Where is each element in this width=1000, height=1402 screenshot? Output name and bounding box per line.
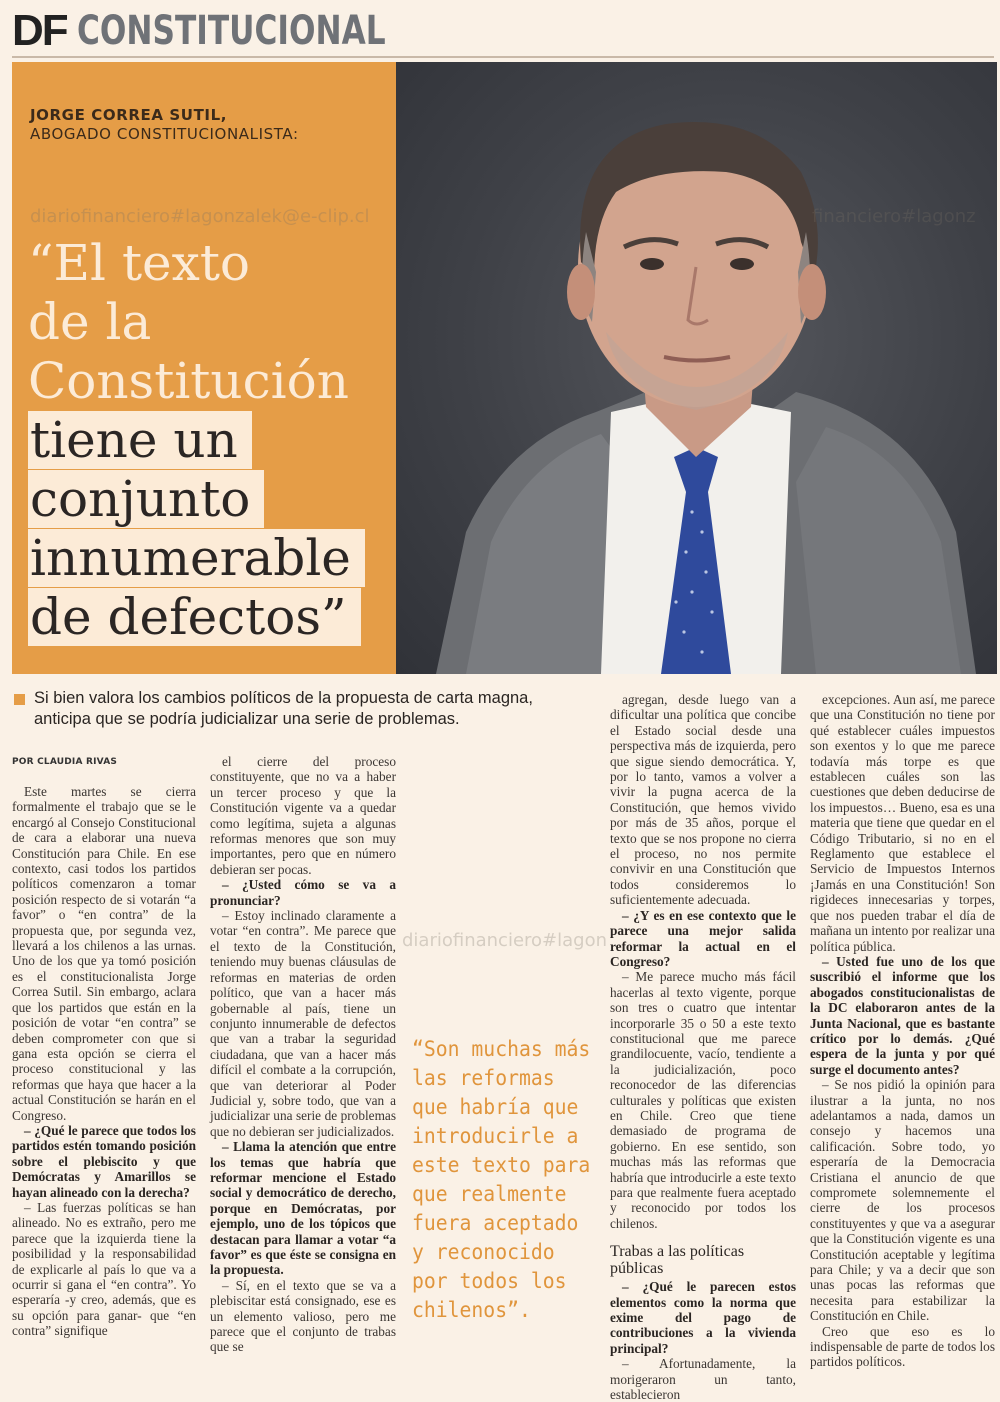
hero bbox=[12, 62, 997, 674]
paragraph: Este martes se cierra formalmente el trabajo que se le encargó al Consejo Constitucional de cara a elaborar una nueva Constitución para Chile. En ese contexto, casi todos los partidos políticos comenzaron a tomar posición respecto de si votarán “a favor” o “en contra” de la propuesta que, por segunda vez, llevará a los chilenos a las urnas. Uno de los que ya tomó posición es el constitucionalista Jorge Correa Sutil. Sin embargo, aclara que los partidos que están en la posición de votar “en contra” se deben comprometer con que si gana esta opción se cierra el proceso constitucional y las reformas que haya que hacer a la actual Constitución se harán en el Congreso. bbox=[12, 784, 196, 1123]
paragraph: agregan, desde luego van a dificultar una política que concibe el Estado social desde una perspectiva más de izquierda, pero que sigue siendo democrática. Y, por lo tanto, vamos a volver a vivir la pugna acerca de la Constitución, que hemos vivido por más de 35 años, porque el texto que se nos propone no cierra el proceso, no nos permite convivir en una Constitución que todos consideremos lo suficientemente adecuada. bbox=[610, 692, 796, 908]
interview-question: – ¿Y es en ese contexto que le parece una mejor salida reformar la actual en el Congreso? bbox=[610, 907, 796, 969]
watermark: diariofinanciero#lagonzalek@e-clip.cl bbox=[30, 206, 370, 227]
headline-line-highlight: de defectos” bbox=[28, 588, 398, 647]
interview-question: – ¿Usted cómo se va a pronunciar? bbox=[210, 877, 396, 908]
df-logo: DF bbox=[12, 6, 67, 55]
headline-line: de la bbox=[28, 293, 152, 351]
headline-line-highlight: innumerable bbox=[28, 529, 398, 588]
portrait-photo bbox=[396, 62, 997, 674]
headline-line: “El texto bbox=[28, 234, 251, 292]
paragraph: el cierre del proceso constituyente, que no va a haber un tercer proceso y que la Constitución vigente va a quedar como legítima, sujeta a algunas reformas menores que son muy importantes, pero que en número debieran ser pocas. bbox=[210, 754, 396, 877]
watermark: financiero#lagonz bbox=[812, 206, 976, 227]
paragraph: excepciones. Aun así, me parece que una Constitución no tiene por qué establecer cuáles impuestos son exentos y lo que me parece todavía más torpe es que establecen cuáles son las cuestiones que deben deducirse de los impuestos… Bueno, esa es una materia que tiene que quedar en el Código Tributario, si no en el Reglamento que establece el Servicio de Impuestos Internos ¡Jamás en una Constitución! Son rigideces innecesarias y torpes, que nos pueden trabar el día de mañana un intento por realizar una política pública. bbox=[810, 692, 995, 954]
watermark: diariofinanciero#lagon bbox=[402, 930, 608, 951]
masthead-rule bbox=[12, 56, 994, 58]
article-column-2 bbox=[210, 754, 396, 1355]
paragraph: – Se nos pidió la opinión para ilustrar a la junta, no nos adelantamos a nada, damos un consejo y hacemos una calificación. Sobre todo, yo esperaría de la Democracia Cristiana el anuncio de que compromete solemnemente el cierre de los procesos constituyentes y que va a asegurar que la Constitución vigente es una Constitución aceptable y legítima para Chile; y va a decir que son unas pocas las reformas que necesita para estabilizar la Constitución en Chile. bbox=[810, 1077, 995, 1324]
kicker-name: JORGE CORREA SUTIL, bbox=[30, 106, 228, 124]
headline-line-highlight: tiene un bbox=[28, 411, 398, 470]
subheading: Trabas a las políticas públicas bbox=[610, 1243, 745, 1278]
headline-quote bbox=[28, 234, 398, 647]
pull-quote: “Son muchas más las reformas que habría que introducirle a este texto para que realmente fuera aceptado y reconocido por todos los chilenos”. bbox=[412, 1037, 591, 1322]
interview-question: – ¿Qué le parece que todos los partidos estén tomando posición sobre el plebiscito y que Demócratas y Amarillos se hayan alineado con la derecha? bbox=[12, 1122, 196, 1200]
deck-bullet bbox=[14, 694, 25, 705]
deck: Si bien valora los cambios políticos de la propuesta de carta magna, anticipa que se podría judicializar una serie de problemas. bbox=[34, 689, 533, 728]
headline-line: Constitución bbox=[28, 352, 349, 410]
paragraph: – Me parece mucho más fácil hacerlas al texto vigente, porque son tres o cuatro que intentar incorporarle 35 o 50 a este texto constitucional que me parece grandilocuente, vacío, tendiente a la judicialización, poco reconocedor de las diferencias culturales y políticas que existen en Chile. Creo que tiene demasiado de programa de gobierno. En ese sentido, son muchas más las reformas que habría que introducirle a este texto para que realmente fuera aceptado y reconocido por todos los chilenos. bbox=[610, 969, 796, 1231]
article-column-1 bbox=[12, 784, 196, 1339]
article-column-3 bbox=[610, 692, 796, 1402]
paragraph: – Afortunadamente, la morigeraron un tanto, establecieron bbox=[610, 1356, 796, 1402]
paragraph: – Sí, en el texto que se va a plebiscitar está consignado, ese es un elemento valioso, pero me parece que el conjunto de trabas que se bbox=[210, 1277, 396, 1355]
section-title: CONSTITUCIONAL bbox=[76, 8, 386, 54]
paragraph: Creo que eso es lo indispensable de parte de todos los partidos políticos. bbox=[810, 1323, 996, 1370]
article-column-4 bbox=[810, 692, 995, 1370]
paragraph: – Las fuerzas políticas se han alineado. No es extraño, pero me parece que la izquierda tiene la posibilidad y la responsabilidad de explicarle al país lo que va a ocurrir si gana el “en contra”. Yo esperaría -y creo, además, que es su opción para ganar- que “en contra” signifique bbox=[12, 1199, 196, 1339]
paragraph: – Estoy inclinado claramente a votar “en contra”. Me parece que el texto de la Constitución, teniendo muy buenas cláusulas de reformas en materias de orden político, que van a hacer más gobernable al país, tiene un conjunto innumerable de defectos que van a trabar la seguridad ciudadana, que van a hacer más difícil el combate a la corrupción, que van deteriorar al Poder Judicial y, sobre todo, que van a judicializar una serie de problemas que no debieran ser judicializados. bbox=[210, 908, 396, 1139]
headline-panel bbox=[12, 62, 396, 674]
interview-question: – Usted fue uno de los que suscribió el informe que los abogados constitucionalistas de la DC elaboraron antes de la Junta Nacional, que es bastante crítico por lo demás. ¿Qué espera de la junta y por qué surge el documento antes? bbox=[810, 953, 995, 1077]
byline: POR CLAUDIA RIVAS bbox=[12, 757, 118, 767]
portrait-illustration bbox=[396, 62, 997, 674]
interview-question: – Llama la atención que entre los temas que habría que reformar mencione el Estado social y democrático de derecho, porque en Demócratas, por ejemplo, uno de los tópicos que destacan para llamar a votar “a favor” es que éste se consigna en la propuesta. bbox=[210, 1139, 396, 1278]
kicker bbox=[30, 106, 299, 144]
interview-question: – ¿Qué le parecen estos elementos como la norma que exime del pago de contribuciones a la vivienda principal? bbox=[610, 1279, 796, 1356]
masthead bbox=[12, 6, 472, 56]
kicker-role: ABOGADO CONSTITUCIONALISTA: bbox=[30, 125, 299, 143]
headline-line-highlight: conjunto bbox=[28, 470, 398, 529]
